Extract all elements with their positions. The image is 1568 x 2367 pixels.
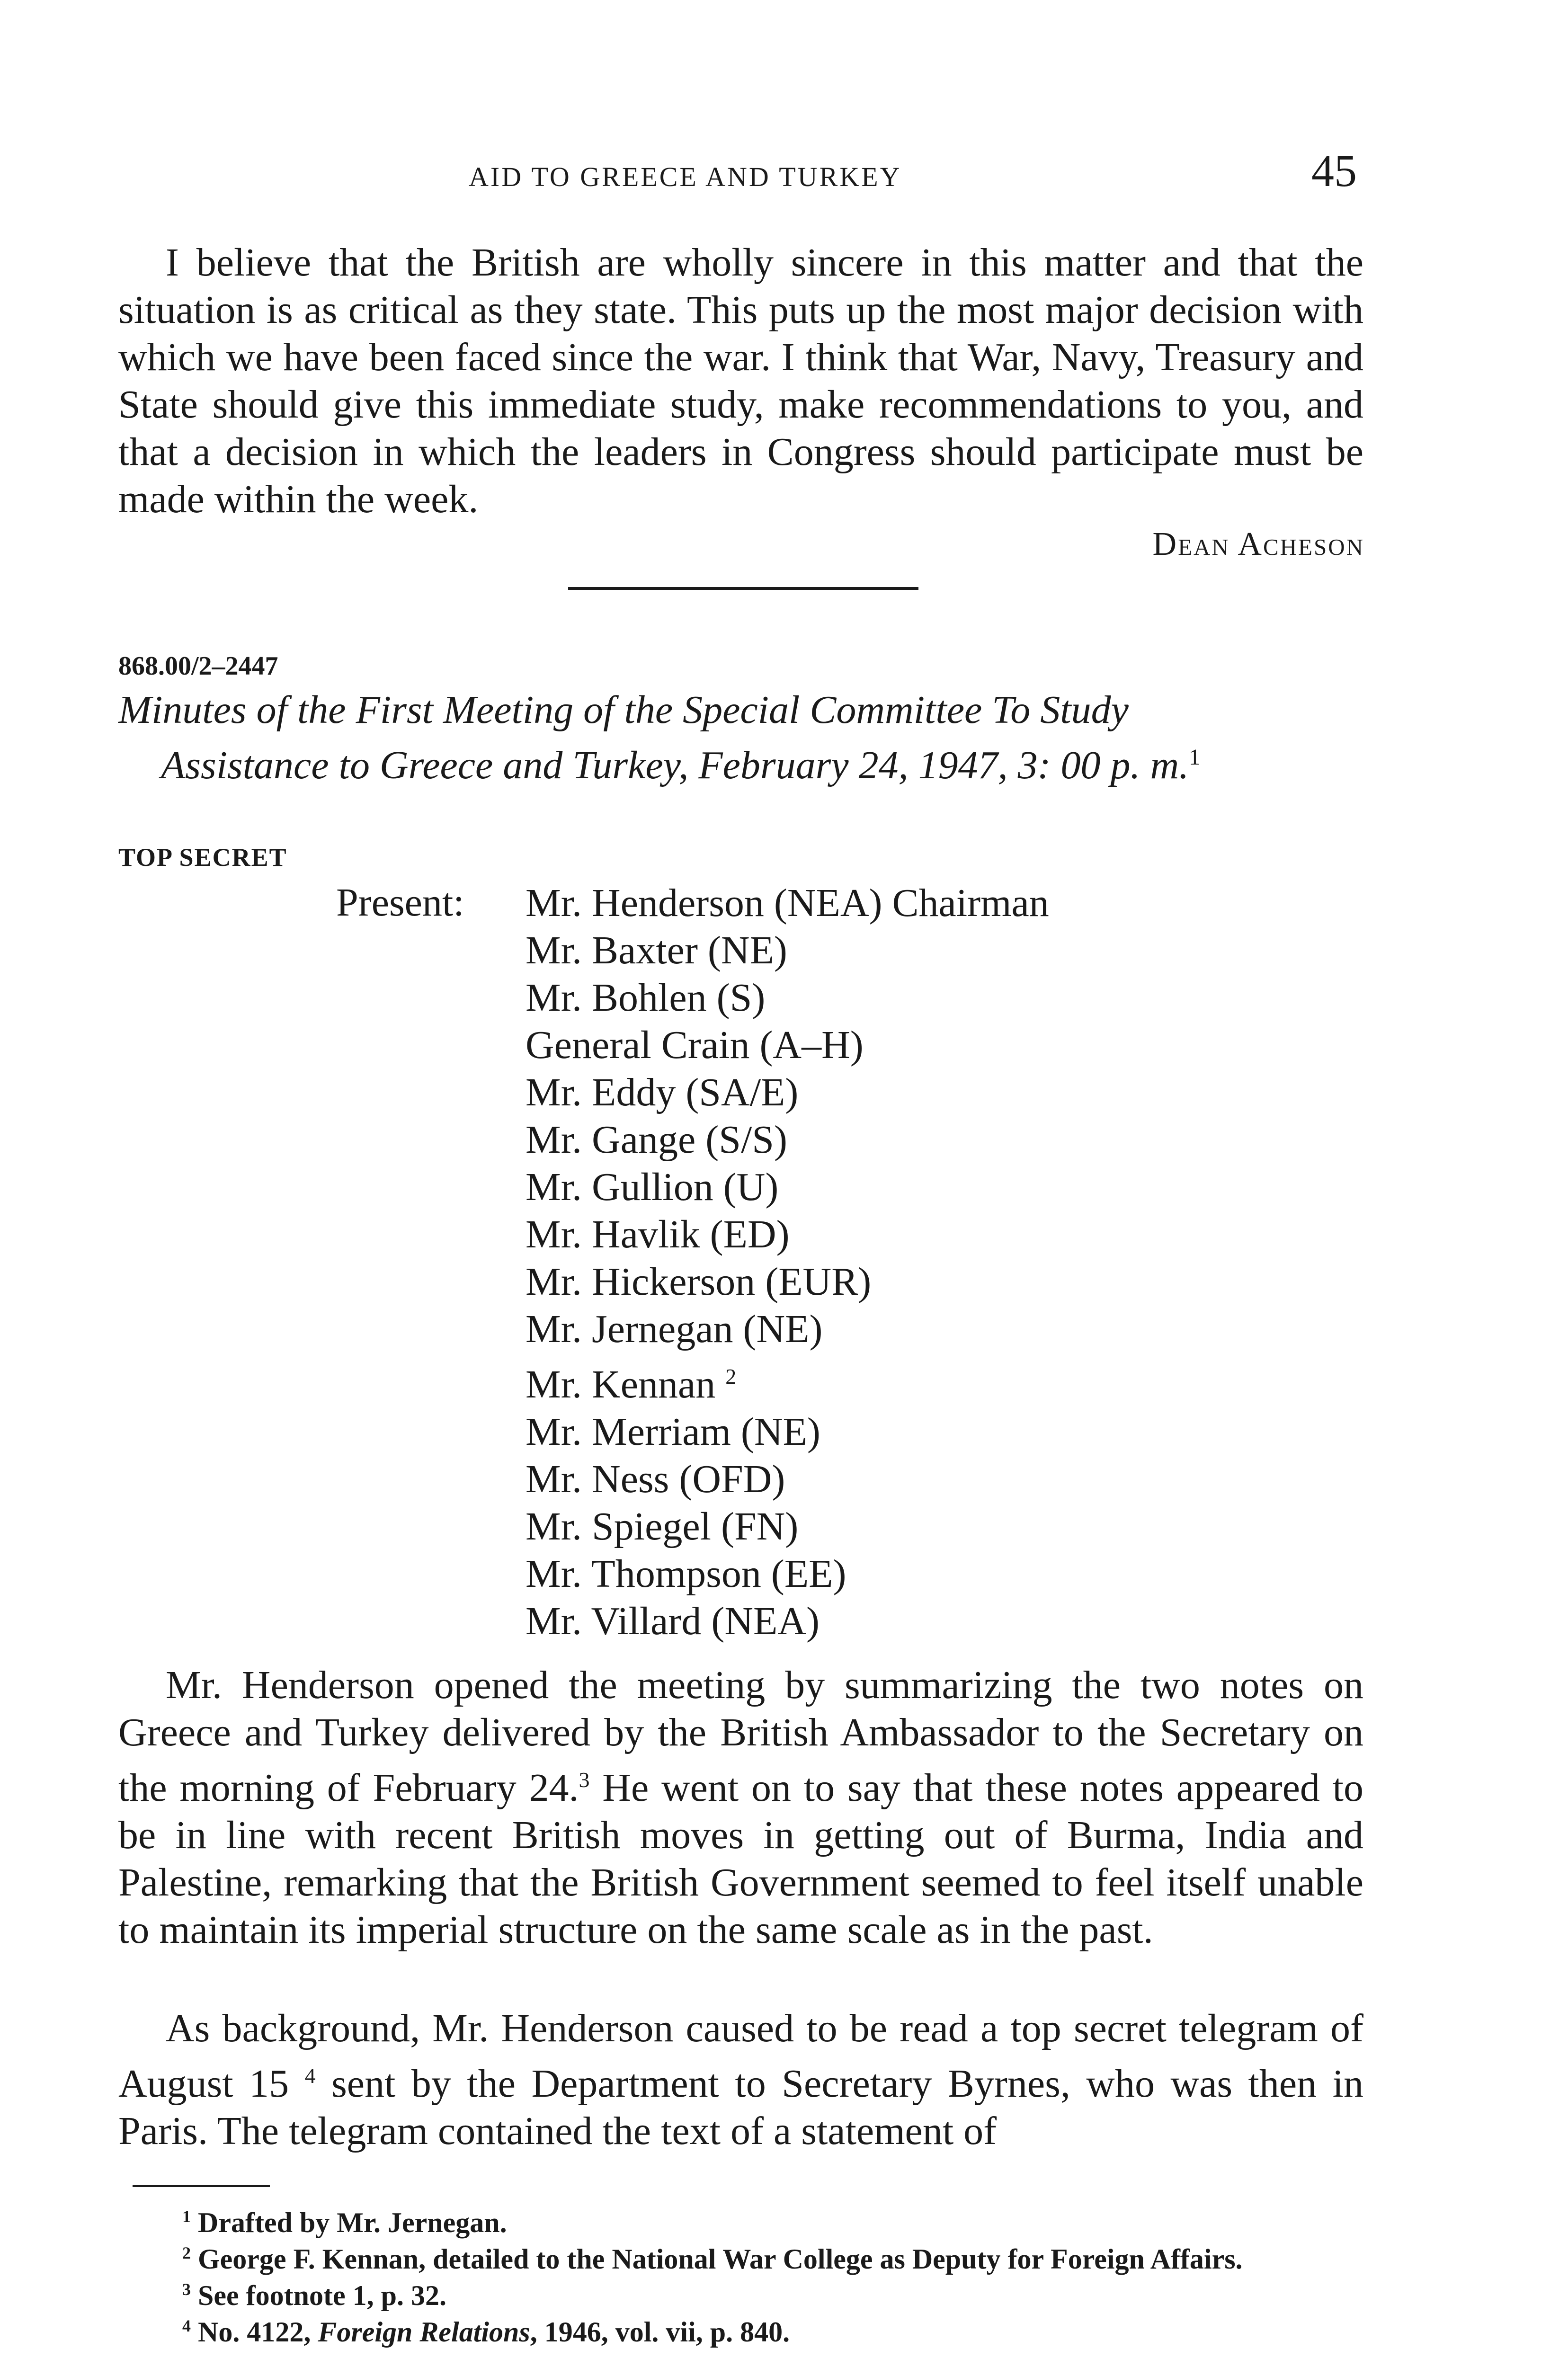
footnote-ref-3: 3: [579, 1768, 590, 1792]
footnote-text: George F. Kennan, detailed to the National War College as Deputy for Foreign Affairs.: [191, 2243, 1243, 2275]
footnote-ref-4: 4: [304, 2064, 316, 2088]
footnote-citation-title: Foreign Relations: [318, 2316, 530, 2348]
footnote-2: [130, 2238, 1375, 2274]
footnote-number: 1: [182, 2207, 191, 2226]
attendee-list: [526, 880, 1049, 1645]
footnotes: [130, 2201, 1375, 2347]
opening-paragraph: I believe that the British are wholly sincere in this matter and that the situation is as critical as they state. This puts up the most major decision with which we have been faced since the war. I think that War, Navy, Treasury and State should give this immediate study, make recommendations to you, and that a decision in which the leaders in Congress should participate must be made within the week.: [118, 240, 1363, 521]
document-title-line2: Assistance to Greece and Turkey, February 24, 1947, 3: 00 p. m.: [161, 743, 1189, 787]
attendee: Mr. Merriam (NE): [526, 1410, 820, 1454]
attendee: Mr. Eddy (SA/E): [526, 1070, 799, 1114]
running-head: AID TO GREECE AND TURKEY: [469, 161, 902, 192]
body-text: sent by the Department to Secretary Byrnes, who was then in Paris. The telegram contained the text of a statement of: [118, 2062, 1363, 2153]
document-title-line2-wrap: [118, 734, 1363, 789]
title-footnote-ref: 1: [1189, 745, 1201, 770]
footnote-1: [130, 2201, 1375, 2238]
attendee: Mr. Villard (NEA): [526, 1599, 820, 1643]
document-title: [118, 686, 1363, 789]
footnote-text: See footnote 1, p. 32.: [191, 2280, 446, 2311]
footnote-text: No. 4122,: [191, 2316, 318, 2348]
footnote-number: 4: [182, 2316, 191, 2335]
classification-marking: TOP SECRET: [118, 843, 287, 872]
attendee: Mr. Gange (S/S): [526, 1118, 787, 1162]
attendee: Mr. Havlik (ED): [526, 1212, 790, 1256]
footnote-3: [130, 2274, 1375, 2311]
attendee: Mr. Ness (OFD): [526, 1457, 785, 1501]
file-number: 868.00/2–2447: [118, 651, 278, 681]
footnote-rule: [133, 2185, 270, 2187]
footnote-text: Drafted by Mr. Jernegan.: [191, 2207, 507, 2238]
attendee: Mr. Hickerson (EUR): [526, 1260, 872, 1304]
body-paragraph-1: [118, 1662, 1363, 1954]
kennan-footnote-ref: 2: [725, 1364, 737, 1388]
section-divider: [568, 587, 918, 590]
attendee: General Crain (A–H): [526, 1023, 864, 1067]
body-paragraph-2: [118, 2005, 1363, 2155]
present-label: Present:: [336, 881, 464, 925]
footnote-number: 3: [182, 2280, 191, 2299]
attendee-with-note: [526, 1353, 1049, 1408]
attendee: Mr. Bohlen (S): [526, 976, 766, 1020]
attendee: Mr. Spiegel (FN): [526, 1504, 799, 1548]
attendee: Mr. Jernegan (NE): [526, 1307, 823, 1351]
attendee: Mr. Henderson (NEA) Chairman: [526, 881, 1049, 925]
attendee: Mr. Gullion (U): [526, 1165, 779, 1209]
footnote-number: 2: [182, 2243, 191, 2262]
body-text: Mr. Henderson opened the meeting by summarizing the two notes on Greece and Turkey delivered by the British Ambassador to the Secretary on the morning of February 24.: [118, 1663, 1363, 1810]
body-text: He went on to say that these notes appeared to be in line with recent British moves in getting out of Burma, India and Palestine, remarking that the British Government seemed to feel itself unable to maintain its imperial structure on the same scale as in the past.: [118, 1766, 1363, 1952]
footnote-text: , 1946, vol. vii, p. 840.: [530, 2316, 790, 2348]
document-title-line1: Minutes of the First Meeting of the Special Committee To Study: [118, 688, 1129, 732]
page-number: 45: [1311, 145, 1357, 196]
signature: Dean Acheson: [1152, 526, 1364, 562]
footnote-4: [130, 2311, 1375, 2347]
attendee: Mr. Thompson (EE): [526, 1552, 846, 1596]
attendee: Mr. Baxter (NE): [526, 928, 787, 972]
body-text: As background, Mr. Henderson caused to be read a top secret telegram of August 15: [118, 2006, 1363, 2106]
attendee: Mr. Kennan: [526, 1362, 716, 1406]
